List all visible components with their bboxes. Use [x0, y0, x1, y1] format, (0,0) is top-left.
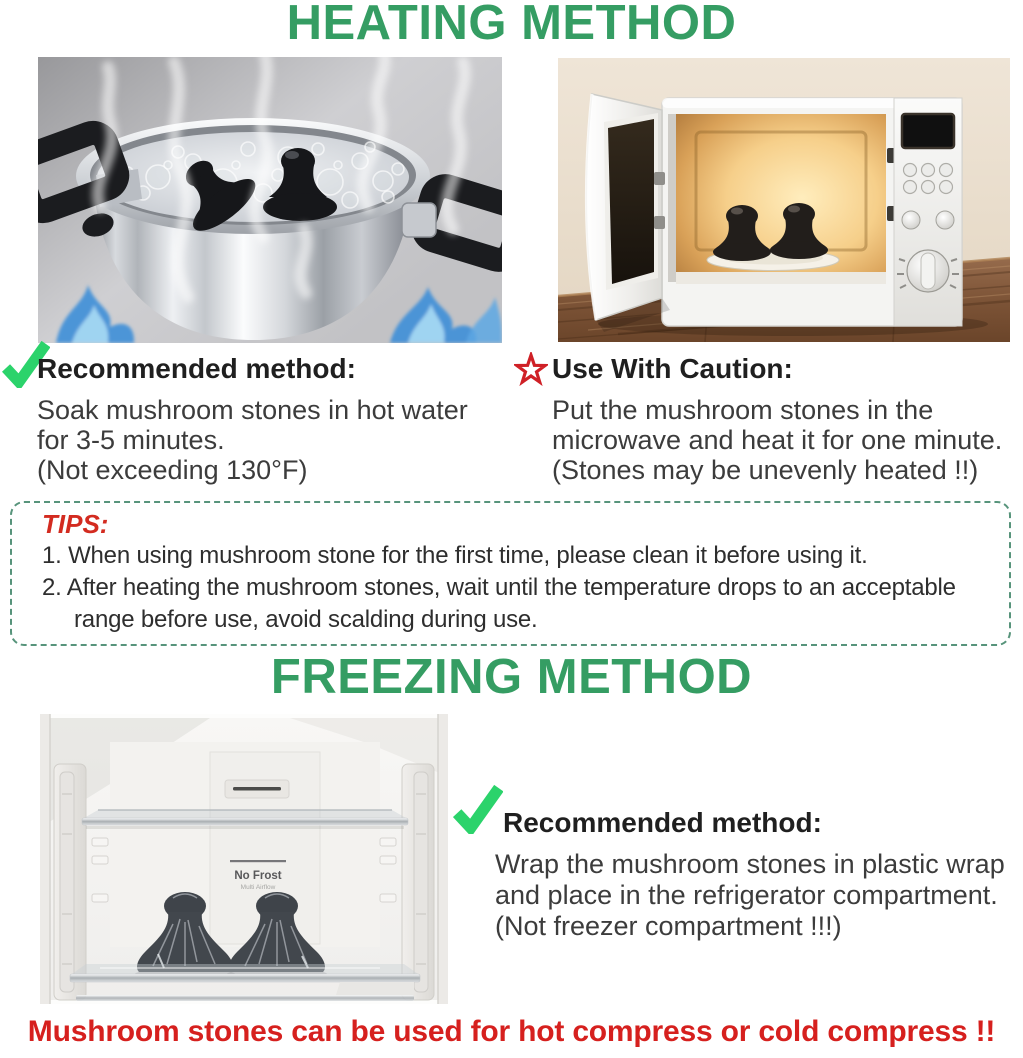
drawer-edge [336, 982, 414, 995]
small-knob [936, 211, 954, 229]
note-line: (Stones may be unevenly heated !!) [552, 455, 979, 485]
note-line: and place in the refrigerator compartment. [495, 880, 998, 910]
tips-item: 1. When using mushroom stone for the first time, please clean it before using it. [42, 542, 868, 569]
use-with-caution-heading: Use With Caution: [552, 353, 793, 384]
small-knob [902, 211, 920, 229]
microwave-display [902, 114, 954, 148]
door-window [608, 119, 654, 284]
multi-airflow-text: Multi Airflow [240, 884, 276, 891]
heating-caution-note [552, 352, 1012, 485]
footer-note: Mushroom stones can be used for hot compress or cold compress !! [27, 1015, 996, 1048]
freezing-method-title: FREEZING METHOD [270, 650, 753, 704]
tips-box [10, 501, 1011, 646]
note-line: Soak mushroom stones in hot water [37, 395, 468, 425]
door-hinge [654, 172, 665, 185]
tips-label: TIPS: [42, 509, 109, 539]
boiling-pot-photo [38, 57, 502, 343]
recommended-method-heading: Recommended method: [503, 807, 822, 838]
freezing-recommended-note [495, 806, 1015, 942]
note-line: (Not freezer compartment !!!) [495, 911, 842, 941]
note-line: microwave and heat it for one minute. [552, 425, 1003, 455]
microwave-illustration [558, 58, 1010, 342]
microwave-photo [558, 58, 1010, 342]
note-line: Wrap the mushroom stones in plastic wrap [495, 849, 1005, 879]
heating-method-title: HEATING METHOD [286, 0, 737, 50]
note-line: Put the mushroom stones in the [552, 395, 934, 425]
note-line: (Not exceeding 130°F) [37, 455, 308, 485]
refrigerator-illustration [40, 714, 448, 1004]
air-vent [225, 780, 289, 798]
no-frost-text: No Frost [234, 870, 282, 882]
door-hinge [654, 216, 665, 229]
recommended-method-heading: Recommended method: [37, 353, 356, 384]
caution-star-icon [514, 352, 548, 386]
heating-recommended-note [37, 352, 507, 485]
refrigerator-photo [40, 714, 448, 1004]
boiling-pot-illustration [38, 57, 502, 343]
microwave-body [662, 98, 962, 326]
control-panel [894, 98, 962, 326]
side-light-pillar-left [54, 764, 86, 1000]
tips-item: 2. After heating the mushroom stones, wait until the temperature drops to an acceptable range before use, avoid scalding during use. [42, 574, 956, 633]
note-line: for 3-5 minutes. [37, 425, 225, 455]
open-microwave-door [586, 94, 670, 332]
upper-glass-shelf [82, 810, 408, 829]
side-light-pillar-right [402, 764, 434, 1000]
